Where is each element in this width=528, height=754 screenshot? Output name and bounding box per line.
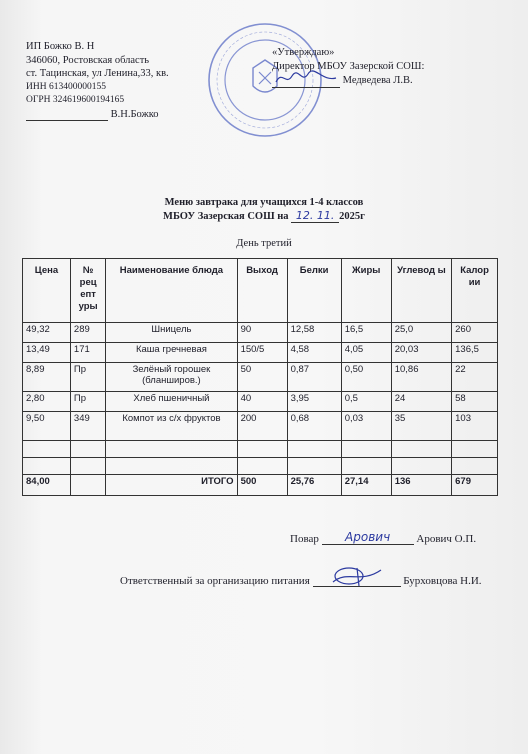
cell-dish: Хлеб пшеничный <box>106 392 237 412</box>
cell-price: 49,32 <box>23 323 71 343</box>
table-row-empty <box>23 441 498 458</box>
col-output: Выход <box>237 259 287 323</box>
total-fats: 27,14 <box>341 475 391 496</box>
approve-title: Директор МБОУ Зазерской СОШ: <box>272 61 425 72</box>
table-row-empty <box>23 458 498 475</box>
responsible-signature-icon <box>327 564 387 588</box>
approval-block <box>272 46 424 88</box>
col-proteins: Белки <box>287 259 341 323</box>
cell-fats: 4,05 <box>341 343 391 363</box>
table-row <box>23 343 498 363</box>
cell-carbs: 24 <box>391 392 451 412</box>
vendor-name: ИП Божко В. Н <box>26 41 95 52</box>
cell-price: 9,50 <box>23 412 71 441</box>
approve-label: «Утверждаю» <box>272 47 335 58</box>
cook-label: Повар <box>290 533 319 545</box>
total-output: 500 <box>237 475 287 496</box>
cell-recipe: Пр <box>70 392 105 412</box>
cell-dish: Шницель <box>106 323 237 343</box>
responsible-name: Бурховцова Н.И. <box>403 575 482 587</box>
cell-output: 40 <box>237 392 287 412</box>
cell-proteins: 0,87 <box>287 363 341 392</box>
cell-output: 90 <box>237 323 287 343</box>
vendor-signature-line <box>26 109 108 121</box>
cell-fats: 0,5 <box>341 392 391 412</box>
cell-price: 8,89 <box>23 363 71 392</box>
cell-fats: 0,50 <box>341 363 391 392</box>
col-calories: Калор ии <box>452 259 498 323</box>
col-price: Цена <box>23 259 71 323</box>
cell-recipe: Пр <box>70 363 105 392</box>
total-label: ИТОГО <box>106 475 237 496</box>
col-fats: Жиры <box>341 259 391 323</box>
approve-signature-row <box>272 74 424 88</box>
table-row <box>23 323 498 343</box>
cook-signature-row <box>290 530 476 545</box>
total-recipe <box>70 475 105 496</box>
menu-date-handwritten: 12. 11. <box>291 209 339 223</box>
approve-name: Медведева Л.В. <box>342 75 413 86</box>
cell-carbs: 10,86 <box>391 363 451 392</box>
table-row <box>23 363 498 392</box>
table-total-row <box>23 475 498 496</box>
col-carbs: Углевод ы <box>391 259 451 323</box>
cell-proteins: 4,58 <box>287 343 341 363</box>
cell-proteins: 0,68 <box>287 412 341 441</box>
table-row <box>23 412 498 441</box>
col-recipe <box>70 259 105 323</box>
cell-carbs: 25,0 <box>391 323 451 343</box>
col-recipe-label: № рец епт уры <box>78 265 98 312</box>
vendor-ogrn: ОГРН 324619600194165 <box>26 95 125 105</box>
director-signature-icon <box>272 68 340 88</box>
approve-signature-line <box>272 76 340 88</box>
total-carbs: 136 <box>391 475 451 496</box>
cell-proteins: 3,95 <box>287 392 341 412</box>
vendor-signature-name: В.Н.Божко <box>110 108 159 120</box>
cell-calories: 58 <box>452 392 498 412</box>
vendor-signature-row <box>26 108 169 122</box>
menu-table <box>22 258 498 496</box>
table-header-row <box>23 259 498 323</box>
cell-output: 200 <box>237 412 287 441</box>
menu-day: День третий <box>236 238 292 249</box>
cell-dish: Зелёный горошек (бланширов.) <box>106 363 237 392</box>
vendor-block <box>26 40 169 121</box>
responsible-label: Ответственный за организацию питания <box>120 575 310 587</box>
cell-calories: 136,5 <box>452 343 498 363</box>
vendor-address-street: ст. Тацинская, ул Ленина,33, кв. <box>26 68 169 79</box>
menu-title-school: МБОУ Зазерская СОШ на <box>163 211 289 222</box>
cell-carbs: 20,03 <box>391 343 451 363</box>
menu-title-line2 <box>0 209 528 223</box>
menu-title <box>0 196 528 223</box>
table-row <box>23 392 498 412</box>
total-price: 84,00 <box>23 475 71 496</box>
cell-recipe: 349 <box>70 412 105 441</box>
cell-proteins: 12,58 <box>287 323 341 343</box>
vendor-inn: ИНН 613400000155 <box>26 81 106 92</box>
cook-signature-handwritten: Арович <box>322 530 414 545</box>
cell-dish: Каша гречневая <box>106 343 237 363</box>
cell-calories: 103 <box>452 412 498 441</box>
cell-recipe: 289 <box>70 323 105 343</box>
responsible-signature-row <box>120 574 482 587</box>
menu-title-year: 2025г <box>339 211 365 222</box>
cell-recipe: 171 <box>70 343 105 363</box>
total-proteins: 25,76 <box>287 475 341 496</box>
cell-fats: 0,03 <box>341 412 391 441</box>
menu-title-line1: Меню завтрака для учащихся 1-4 классов <box>164 197 364 208</box>
cell-carbs: 35 <box>391 412 451 441</box>
cook-name: Арович О.П. <box>416 533 477 545</box>
col-dish: Наименование блюда <box>106 259 237 323</box>
cell-price: 2,80 <box>23 392 71 412</box>
cell-price: 13,49 <box>23 343 71 363</box>
responsible-signature-line <box>313 574 401 587</box>
cell-output: 50 <box>237 363 287 392</box>
vendor-address-region: 346060, Ростовская область <box>26 54 150 66</box>
cell-calories: 22 <box>452 363 498 392</box>
cell-dish: Компот из с/х фруктов <box>106 412 237 441</box>
cell-calories: 260 <box>452 323 498 343</box>
total-calories: 679 <box>452 475 498 496</box>
cell-output: 150/5 <box>237 343 287 363</box>
cell-fats: 16,5 <box>341 323 391 343</box>
